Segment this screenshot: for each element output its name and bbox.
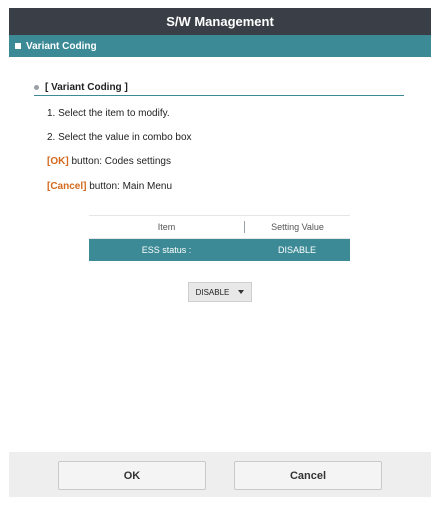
square-bullet-icon [15, 43, 21, 49]
combo-selected-value: DISABLE [195, 287, 230, 297]
section-header [9, 35, 431, 57]
dropdown-arrow-icon [238, 290, 244, 294]
content-area [9, 57, 431, 452]
column-header-setting-value: Setting Value [271, 222, 324, 232]
table-row[interactable] [89, 239, 350, 261]
cancel-button[interactable]: Cancel [234, 461, 382, 490]
bottom-bar [9, 452, 431, 497]
title-bar [9, 8, 431, 35]
section-title: Variant Coding [26, 40, 97, 52]
page-title: S/W Management [166, 14, 274, 29]
heading-divider [34, 95, 404, 96]
heading-text: [ Variant Coding ] [45, 82, 128, 93]
ok-tag: [OK] [47, 156, 69, 167]
cancel-tag: [Cancel] [47, 181, 87, 192]
table-cell-item: ESS status : [141, 245, 192, 255]
value-combo-box[interactable] [188, 282, 252, 302]
variant-table [89, 215, 350, 261]
ok-button[interactable]: OK [58, 461, 206, 490]
instruction-line-2: 2. Select the value in combo box [47, 132, 192, 143]
instruction-ok [47, 156, 171, 167]
instruction-cancel [47, 181, 172, 192]
cancel-description: button: Main Menu [86, 181, 173, 192]
table-header [89, 215, 350, 239]
instruction-line-1: 1. Select the item to modify. [47, 108, 170, 119]
table-cell-value: DISABLE [277, 245, 317, 255]
ok-description: button: Codes settings [68, 156, 171, 167]
variant-coding-heading [34, 82, 128, 93]
bullet-icon [34, 85, 39, 90]
column-header-item: Item [157, 222, 176, 232]
